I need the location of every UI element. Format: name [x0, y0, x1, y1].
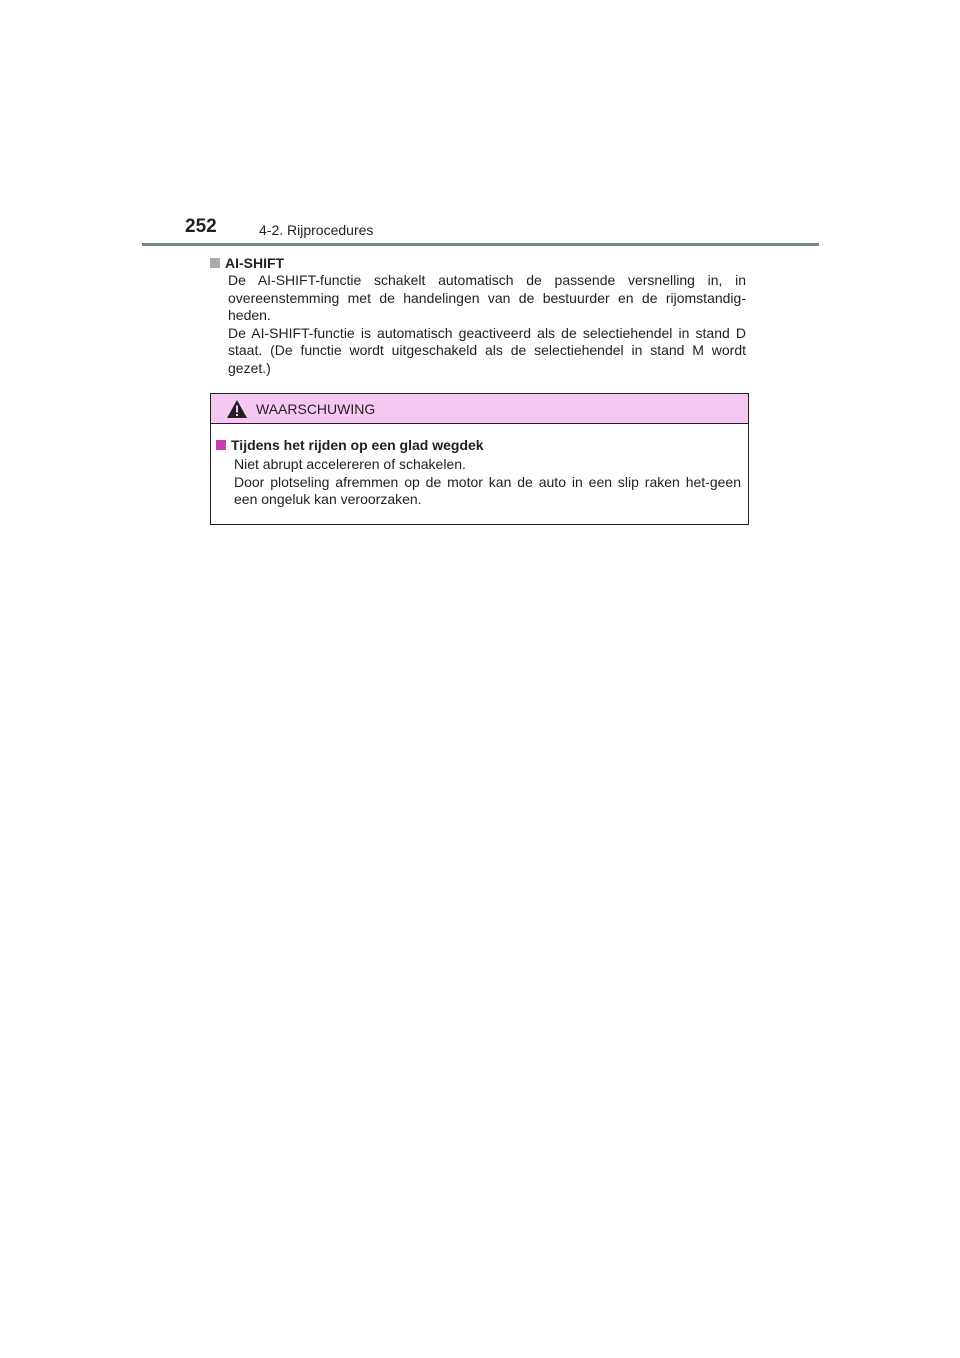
warning-heading: [216, 436, 741, 454]
ai-shift-paragraph: De AI-SHIFT-functie is automatisch geactiveerd als de selectiehendel in stand D staat. (De functie wordt uitgeschakeld als de selectiehendel in stand M wordt gezet.): [228, 324, 746, 376]
warning-header: [211, 394, 748, 424]
warning-text: [234, 456, 741, 509]
ai-shift-title: AI-SHIFT: [225, 255, 285, 271]
section-title: 4-2. Rijprocedures: [259, 222, 374, 238]
ai-shift-body: [228, 272, 746, 377]
ai-shift-paragraph: De AI-SHIFT-functie schakelt automatisch de passende versnelling in, in overeenstemming met de handelingen van de bestuurder en de rijomstandig-heden.: [228, 272, 746, 323]
page-number: 252: [185, 216, 217, 237]
warning-box: [210, 393, 749, 525]
square-bullet-icon: [216, 440, 226, 450]
warning-body: [211, 424, 748, 509]
warning-paragraph: Niet abrupt accelereren of schakelen.: [234, 456, 466, 472]
ai-shift-section: [210, 254, 746, 377]
header-divider: [142, 243, 819, 246]
warning-title: Tijdens het rijden op een glad wegdek: [231, 437, 484, 453]
warning-label: WAARSCHUWING: [256, 400, 376, 417]
warning-paragraph: Door plotseling afremmen op de motor kan de auto in een slip raken het-geen een ongeluk kan veroorzaken.: [234, 473, 741, 507]
ai-shift-heading: [210, 254, 746, 272]
warning-triangle-icon: [226, 399, 248, 419]
square-bullet-icon: [210, 258, 220, 268]
